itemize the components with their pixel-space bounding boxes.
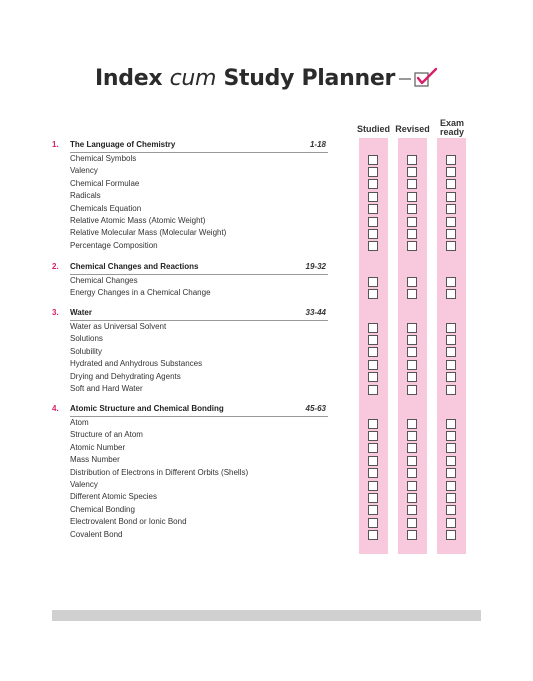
checkbox-studied[interactable] <box>368 167 378 177</box>
checkbox-studied[interactable] <box>368 179 378 189</box>
section-title: The Language of Chemistry <box>70 140 176 149</box>
checkbox-studied[interactable] <box>368 372 378 382</box>
topic-item: Chemicals Equation <box>70 203 142 213</box>
checkbox-studied[interactable] <box>368 505 378 515</box>
checkbox-revised[interactable] <box>407 179 417 189</box>
topic-item: Covalent Bond <box>70 529 123 539</box>
section-heading <box>52 404 328 418</box>
section-heading <box>52 262 328 276</box>
section-rule <box>70 320 328 321</box>
title-dash <box>399 78 411 80</box>
page-title <box>0 66 533 91</box>
checkbox-studied[interactable] <box>368 360 378 370</box>
checkbox-exam-ready[interactable] <box>446 347 456 357</box>
title-word-study-planner: Study Planner <box>223 66 395 91</box>
topic-item: Water as Universal Solvent <box>70 322 167 331</box>
section-title: Chemical Changes and Reactions <box>70 262 199 271</box>
checkbox-exam-ready[interactable] <box>446 505 456 515</box>
section-heading <box>52 140 328 154</box>
topic-item: Different Atomic Species <box>70 492 158 502</box>
column-header-2: Revised <box>395 124 430 134</box>
checkbox-revised[interactable] <box>407 431 417 441</box>
checkbox-revised[interactable] <box>407 347 417 357</box>
section-page-range: 19-32 <box>305 262 326 271</box>
topic-item: Atom <box>70 418 89 427</box>
section-title: Water <box>70 308 92 317</box>
checkbox-studied[interactable] <box>368 289 378 299</box>
topic-item: Distribution of Electrons in Different Orbits (Shells) <box>70 467 249 477</box>
checkbox-revised[interactable] <box>407 360 417 370</box>
checkbox-revised[interactable] <box>407 419 417 429</box>
section-number: 1. <box>52 140 59 149</box>
checkbox-exam-ready[interactable] <box>446 155 456 165</box>
topic-item: Solutions <box>70 334 103 344</box>
checkbox-exam-ready[interactable] <box>446 277 456 287</box>
title-word-index: Index <box>95 66 163 91</box>
checkbox-studied[interactable] <box>368 468 378 478</box>
checkbox-revised[interactable] <box>407 481 417 491</box>
checkbox-exam-ready[interactable] <box>446 443 456 453</box>
checkbox-exam-ready[interactable] <box>446 167 456 177</box>
checkbox-revised[interactable] <box>407 505 417 515</box>
checkbox-exam-ready[interactable] <box>446 518 456 528</box>
topic-item: Energy Changes in a Chemical Change <box>70 288 211 298</box>
checkbox-studied[interactable] <box>368 347 378 357</box>
checkbox-studied[interactable] <box>368 530 378 540</box>
topic-item: Valency <box>70 166 98 176</box>
checkbox-exam-ready[interactable] <box>446 431 456 441</box>
checkbox-exam-ready[interactable] <box>446 456 456 466</box>
checkbox-revised[interactable] <box>407 241 417 251</box>
checkbox-studied[interactable] <box>368 385 378 395</box>
checkbox-revised[interactable] <box>407 277 417 287</box>
checkbox-studied[interactable] <box>368 323 378 333</box>
section-page-range: 45-63 <box>305 404 326 413</box>
checkbox-revised[interactable] <box>407 204 417 214</box>
checkbox-exam-ready[interactable] <box>446 217 456 227</box>
checkbox-exam-ready[interactable] <box>446 204 456 214</box>
checkbox-revised[interactable] <box>407 456 417 466</box>
checkbox-revised[interactable] <box>407 192 417 202</box>
checkbox-revised[interactable] <box>407 468 417 478</box>
topic-item: Chemical Bonding <box>70 504 135 514</box>
checkbox-revised[interactable] <box>407 518 417 528</box>
section-number: 2. <box>52 262 59 271</box>
checkbox-exam-ready[interactable] <box>446 335 456 345</box>
checkbox-revised[interactable] <box>407 335 417 345</box>
checkbox-studied[interactable] <box>368 155 378 165</box>
checkbox-studied[interactable] <box>368 241 378 251</box>
topic-item: Drying and Dehydrating Agents <box>70 371 181 381</box>
checkbox-exam-ready[interactable] <box>446 192 456 202</box>
topic-item: Percentage Composition <box>70 240 158 250</box>
topic-item: Chemical Symbols <box>70 154 137 163</box>
checkbox-studied[interactable] <box>368 217 378 227</box>
checkbox-exam-ready[interactable] <box>446 493 456 503</box>
section-page-range: 33-44 <box>305 308 326 317</box>
section-rule <box>70 274 328 275</box>
checkbox-studied[interactable] <box>368 192 378 202</box>
footer-bar <box>52 610 481 621</box>
section-rule <box>70 416 328 417</box>
checkbox-exam-ready[interactable] <box>446 229 456 239</box>
checkbox-exam-ready[interactable] <box>446 385 456 395</box>
topic-item: Chemical Changes <box>70 276 138 285</box>
section-heading <box>52 308 328 322</box>
checkbox-exam-ready[interactable] <box>446 481 456 491</box>
checkbox-revised[interactable] <box>407 167 417 177</box>
checkbox-revised[interactable] <box>407 443 417 453</box>
topic-item: Hydrated and Anhydrous Substances <box>70 359 203 369</box>
section-number: 4. <box>52 404 59 413</box>
topic-item: Mass Number <box>70 455 120 465</box>
topic-item: Soft and Hard Water <box>70 384 143 393</box>
checkbox-revised[interactable] <box>407 385 417 395</box>
topic-item: Relative Molecular Mass (Molecular Weight) <box>70 228 227 238</box>
checkbox-exam-ready[interactable] <box>446 323 456 333</box>
column-header-1: Studied <box>357 124 390 134</box>
topic-item: Solubility <box>70 346 103 356</box>
checkbox-exam-ready[interactable] <box>446 241 456 251</box>
section-title: Atomic Structure and Chemical Bonding <box>70 404 224 413</box>
checkbox-revised[interactable] <box>407 217 417 227</box>
checkbox-exam-ready[interactable] <box>446 179 456 189</box>
topic-item: Atomic Number <box>70 442 126 452</box>
checkbox-studied[interactable] <box>368 443 378 453</box>
section-rule <box>70 152 328 153</box>
topic-item: Structure of an Atom <box>70 430 143 440</box>
checkbox-studied[interactable] <box>368 518 378 528</box>
checkbox-exam-ready[interactable] <box>446 468 456 478</box>
checkbox-revised[interactable] <box>407 493 417 503</box>
title-word-cum: cum <box>169 66 217 91</box>
checkbox-revised[interactable] <box>407 289 417 299</box>
checkbox-exam-ready[interactable] <box>446 530 456 540</box>
checkbox-studied[interactable] <box>368 456 378 466</box>
section-page-range: 1-18 <box>309 140 326 149</box>
checkbox-studied[interactable] <box>368 335 378 345</box>
checkbox-studied[interactable] <box>368 419 378 429</box>
checkbox-exam-ready[interactable] <box>446 372 456 382</box>
checkbox-studied[interactable] <box>368 493 378 503</box>
checkbox-revised[interactable] <box>407 372 417 382</box>
checkbox-studied[interactable] <box>368 204 378 214</box>
checkbox-exam-ready[interactable] <box>446 289 456 299</box>
topic-item: Valency <box>70 480 98 489</box>
checkbox-exam-ready[interactable] <box>446 360 456 370</box>
checkbox-revised[interactable] <box>407 323 417 333</box>
checkbox-studied[interactable] <box>368 229 378 239</box>
topic-item: Relative Atomic Mass (Atomic Weight) <box>70 216 206 225</box>
checkbox-studied[interactable] <box>368 431 378 441</box>
section-number: 3. <box>52 308 59 317</box>
topic-item: Radicals <box>70 191 101 201</box>
checkbox-revised[interactable] <box>407 155 417 165</box>
column-header-3: Exam ready <box>439 118 465 137</box>
pink-check-box-icon <box>414 67 438 87</box>
checkbox-revised[interactable] <box>407 530 417 540</box>
topic-item: Chemical Formulae <box>70 178 140 188</box>
topic-item: Electrovalent Bond or Ionic Bond <box>70 517 187 527</box>
checkbox-studied[interactable] <box>368 481 378 491</box>
checkbox-revised[interactable] <box>407 229 417 239</box>
checkbox-studied[interactable] <box>368 277 378 287</box>
checkbox-exam-ready[interactable] <box>446 419 456 429</box>
